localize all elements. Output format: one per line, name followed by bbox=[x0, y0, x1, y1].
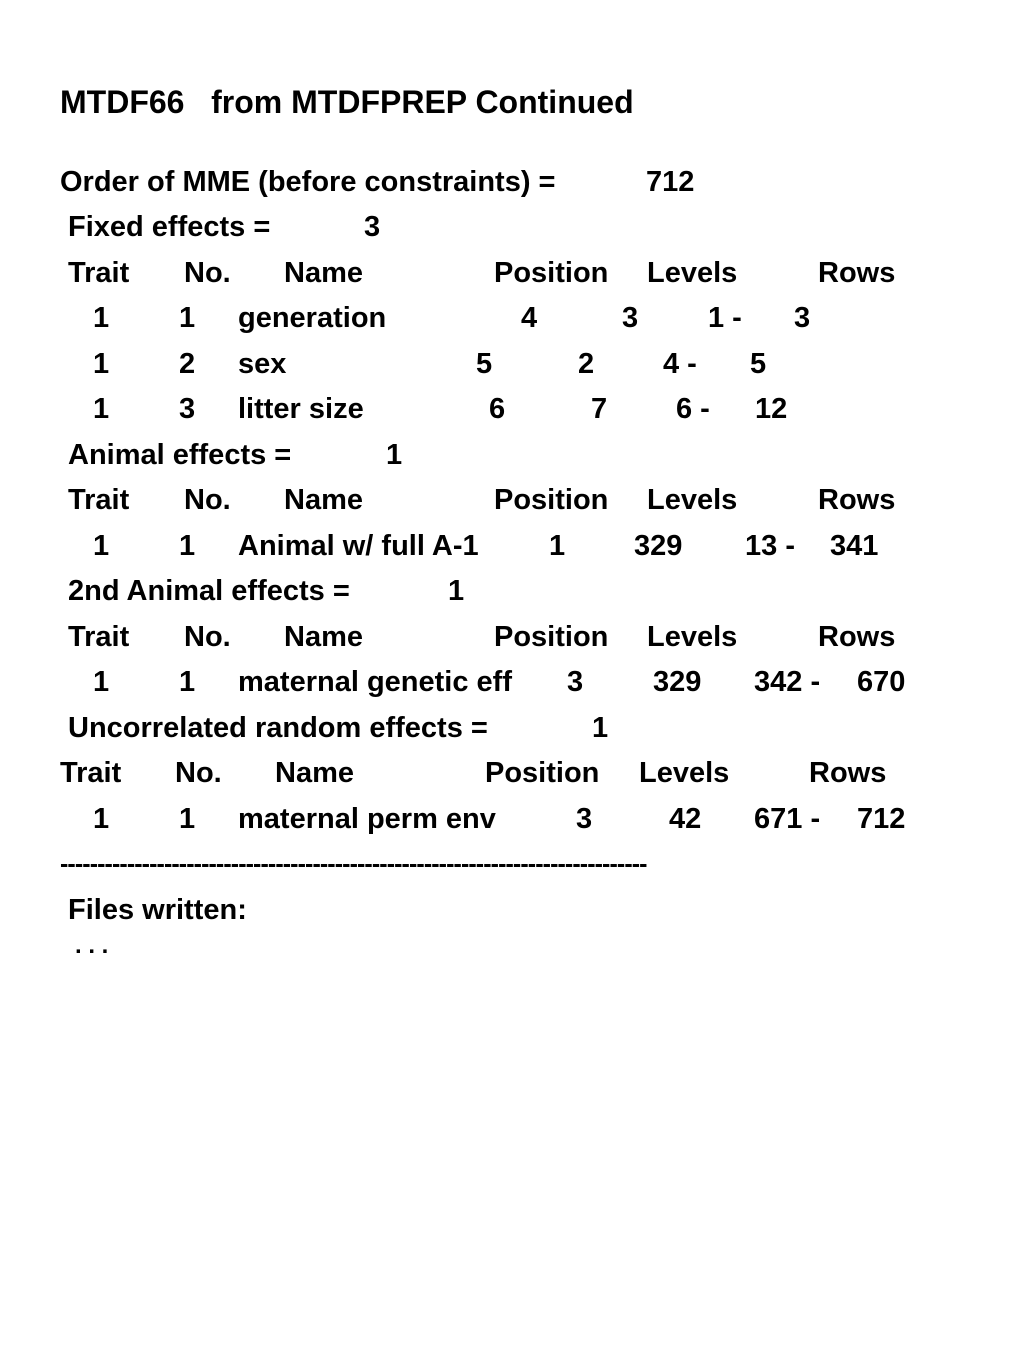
header-trait: Trait bbox=[68, 484, 130, 516]
files-written-label: Files written: bbox=[68, 894, 247, 926]
animal2-effects-count: 1 bbox=[448, 575, 465, 607]
fixed-row-to: 3 bbox=[794, 302, 811, 334]
animal-effects-count: 1 bbox=[386, 439, 403, 471]
header-trait: Trait bbox=[68, 257, 130, 289]
animal2-effects-label: 2nd Animal effects = bbox=[68, 575, 350, 607]
fixed-row-to: 5 bbox=[750, 348, 767, 380]
fixed-row-levels: 7 bbox=[591, 393, 608, 425]
files-written-ellipsis: . . . bbox=[75, 932, 109, 959]
fixed-row-from: 6 - bbox=[676, 393, 710, 425]
header-no: No. bbox=[184, 621, 231, 653]
fixed-row-name: litter size bbox=[238, 393, 364, 425]
header-trait: Trait bbox=[60, 757, 122, 789]
fixed-row-no: 2 bbox=[179, 348, 196, 380]
animal-row-name: Animal w/ full A-1 bbox=[238, 530, 479, 562]
header-name: Name bbox=[275, 757, 354, 789]
animal2-row-from: 342 - bbox=[754, 666, 821, 698]
header-position: Position bbox=[485, 757, 600, 789]
fixed-row-trait: 1 bbox=[93, 348, 110, 380]
header-no: No. bbox=[184, 257, 231, 289]
animal2-row-no: 1 bbox=[179, 666, 196, 698]
fixed-row-levels: 2 bbox=[578, 348, 595, 380]
uncorr-row-levels: 42 bbox=[669, 803, 702, 835]
animal-row-levels: 329 bbox=[634, 530, 683, 562]
order-label: Order of MME (before constraints) = bbox=[60, 166, 556, 198]
animal2-row-to: 670 bbox=[857, 666, 906, 698]
animal-effects-label: Animal effects = bbox=[68, 439, 292, 471]
header-rows: Rows bbox=[818, 257, 896, 289]
fixed-row-trait: 1 bbox=[93, 393, 110, 425]
header-position: Position bbox=[494, 621, 609, 653]
uncorr-effects-label: Uncorrelated random effects = bbox=[68, 712, 488, 744]
fixed-effects-count: 3 bbox=[364, 211, 381, 243]
fixed-row-position: 5 bbox=[476, 348, 493, 380]
header-rows: Rows bbox=[818, 484, 896, 516]
uncorr-row-no: 1 bbox=[179, 803, 196, 835]
order-value: 712 bbox=[646, 166, 695, 198]
animal-row-no: 1 bbox=[179, 530, 196, 562]
fixed-row-no: 3 bbox=[179, 393, 196, 425]
animal-row-from: 13 - bbox=[745, 530, 795, 562]
header-position: Position bbox=[494, 484, 609, 516]
header-no: No. bbox=[175, 757, 222, 789]
header-levels: Levels bbox=[647, 484, 738, 516]
header-levels: Levels bbox=[647, 257, 738, 289]
fixed-row-from: 4 - bbox=[663, 348, 697, 380]
uncorr-row-trait: 1 bbox=[93, 803, 110, 835]
fixed-row-levels: 3 bbox=[622, 302, 639, 334]
fixed-row-to: 12 bbox=[755, 393, 788, 425]
uncorr-row-name: maternal perm env bbox=[238, 803, 496, 835]
fixed-row-from: 1 - bbox=[708, 302, 742, 334]
uncorr-effects-count: 1 bbox=[592, 712, 609, 744]
header-name: Name bbox=[284, 621, 363, 653]
animal-row-position: 1 bbox=[549, 530, 566, 562]
fixed-effects-label: Fixed effects = bbox=[68, 211, 271, 243]
animal2-row-levels: 329 bbox=[653, 666, 702, 698]
uncorr-row-position: 3 bbox=[576, 803, 593, 835]
header-name: Name bbox=[284, 484, 363, 516]
fixed-row-position: 4 bbox=[521, 302, 538, 334]
header-name: Name bbox=[284, 257, 363, 289]
header-levels: Levels bbox=[647, 621, 738, 653]
header-rows: Rows bbox=[818, 621, 896, 653]
fixed-row-name: generation bbox=[238, 302, 387, 334]
header-levels: Levels bbox=[639, 757, 730, 789]
fixed-row-trait: 1 bbox=[93, 302, 110, 334]
animal-row-to: 341 bbox=[830, 530, 879, 562]
header-trait: Trait bbox=[68, 621, 130, 653]
page-title: MTDF66 from MTDFPREP Continued bbox=[60, 84, 634, 120]
animal-row-trait: 1 bbox=[93, 530, 110, 562]
dashed-divider: ------------------------------------------------------------------------------- bbox=[60, 850, 647, 878]
fixed-row-position: 6 bbox=[489, 393, 506, 425]
animal2-row-name: maternal genetic eff bbox=[238, 666, 512, 698]
animal2-row-position: 3 bbox=[567, 666, 584, 698]
header-position: Position bbox=[494, 257, 609, 289]
uncorr-row-from: 671 - bbox=[754, 803, 821, 835]
animal2-row-trait: 1 bbox=[93, 666, 110, 698]
header-rows: Rows bbox=[809, 757, 887, 789]
uncorr-row-to: 712 bbox=[857, 803, 906, 835]
fixed-row-name: sex bbox=[238, 348, 287, 380]
fixed-row-no: 1 bbox=[179, 302, 196, 334]
header-no: No. bbox=[184, 484, 231, 516]
